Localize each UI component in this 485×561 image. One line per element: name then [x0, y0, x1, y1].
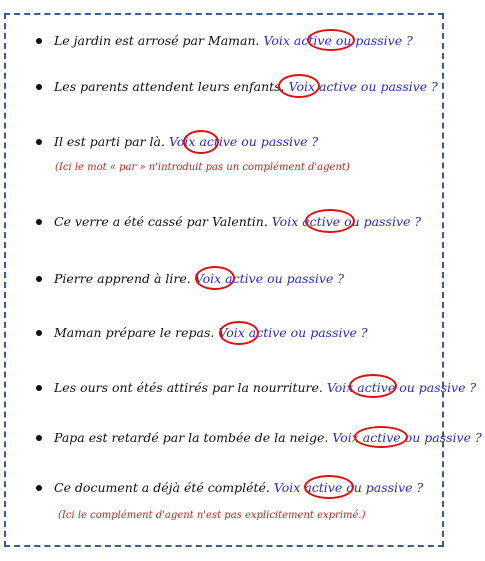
bullet [36, 485, 42, 491]
sentence: Le jardin est arrosé par Maman. Voix active ou passive ? [54, 33, 413, 48]
sentence: Pierre apprend à lire. Voix active ou passive ? [54, 271, 345, 286]
bullet [36, 276, 42, 282]
sentence: Maman prépare le repas. Voix active ou passive ? [54, 325, 368, 340]
bullet [36, 38, 42, 44]
bullet [36, 330, 42, 336]
note: (Ici le mot « par » n'introduit pas un complément d'agent) [55, 162, 350, 173]
answer-circle [307, 29, 355, 51]
answer-circle [195, 266, 235, 290]
sentence: Les ours ont étés attirés par la nourriture. Voix active ou passive ? [54, 380, 477, 395]
sentence: Ce verre a été cassé par Valentin. Voix active ou passive ? [54, 214, 422, 229]
question: Voix active ou passive ? [263, 33, 413, 48]
answer-circle [278, 74, 320, 98]
answer-circle [354, 426, 408, 448]
question: Voix active ou passive ? [194, 271, 345, 286]
bullet [36, 84, 42, 90]
question: Voix active ou passive ? [326, 380, 477, 395]
question: Voix active ou passive ? [271, 214, 422, 229]
bullet [36, 139, 42, 145]
answer-circle [183, 130, 219, 154]
question: Voix active ou passive ? [168, 134, 319, 149]
bullet [36, 435, 42, 441]
bullet [36, 219, 42, 225]
answer-circle [305, 209, 355, 233]
note: (Ici le complément d'agent n'est pas explicitement exprimé.) [58, 510, 366, 521]
sentence: Ce document a déjà été complété. Voix active ou passive ? [54, 480, 424, 495]
sentence: Papa est retardé par la tombée de la neige. Voix active ou passive ? [54, 430, 482, 445]
answer-circle [349, 374, 397, 398]
answer-circle [304, 475, 354, 499]
sentence: Il est parti par là. Voix active ou passive ? [54, 134, 319, 149]
answer-circle [219, 321, 259, 345]
question: Voix active ou passive ? [332, 430, 482, 445]
question: Voix active ou passive ? [273, 480, 424, 495]
sentence: Les parents attendent leurs enfants. Voix active ou passive ? [54, 79, 438, 94]
question: Voix active ou passive ? [218, 325, 368, 340]
bullet [36, 385, 42, 391]
question: Voix active ou passive ? [288, 79, 438, 94]
